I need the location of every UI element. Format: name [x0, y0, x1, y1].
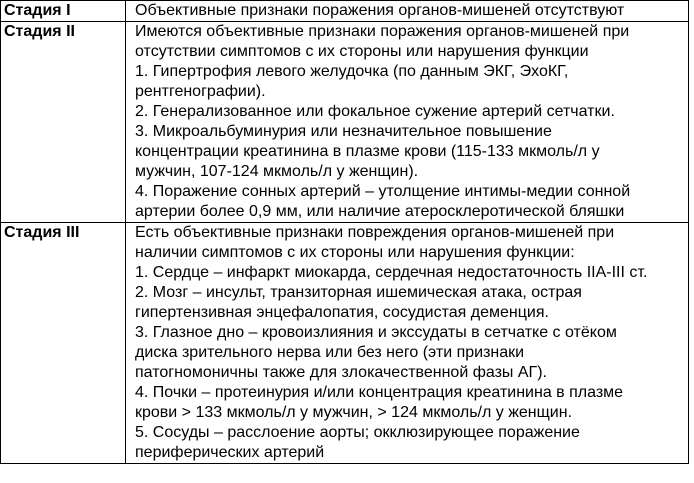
stage-description [126, 223, 689, 464]
description-line: отсутствии симптомов с их стороны или нарушения функции [135, 43, 589, 60]
description-line: концентрации креатинина в плазме крови (115-133 мкмоль/л у [135, 143, 600, 160]
stage-description [126, 22, 689, 223]
description-line: артерии более 0,9 мм, или наличие атеросклеротической бляшки [135, 203, 625, 220]
description-line: 1. Сердце – инфаркт миокарда, сердечная недостаточность IIA-III ст. [135, 264, 648, 281]
description-line: мужчин, 107-124 мкмоль/л у женщин). [135, 163, 419, 180]
table-row [1, 223, 689, 464]
description-line: 3. Микроальбуминурия или незначительное повышение [135, 123, 552, 140]
description-line: патогномоничны также для злокачественной фазы АГ). [135, 364, 547, 381]
table-row [1, 22, 689, 223]
description-line: Объективные признаки поражения органов-мишеней отсутствуют [135, 2, 625, 19]
description-line: наличии симптомов с их стороны или нарушения функции: [135, 244, 575, 261]
description-line: Имеются объективные признаки поражения органов-мишеней при [135, 23, 630, 40]
description-line: 4. Поражение сонных артерий – утолщение интимы-медии сонной [135, 183, 631, 200]
stage-label: Стадия I [1, 1, 126, 22]
stage-label: Стадия III [1, 223, 126, 464]
description-line: 3. Глазное дно – кровоизлияния и экссудаты в сетчатке с отёком [135, 324, 617, 341]
description-line: 1. Гипертрофия левого желудочка (по данным ЭКГ, ЭхоКГ, [135, 63, 569, 80]
description-line: 5. Сосуды – расслоение аорты; окклюзирующее поражение [135, 424, 580, 441]
description-line: гипертензивная энцефалопатия, сосудистая деменция. [135, 304, 549, 321]
stage-label: Стадия II [1, 22, 126, 223]
description-line: рентгенографии). [135, 83, 266, 100]
table-row [1, 1, 689, 22]
description-line: периферических артерий [135, 444, 325, 461]
description-line: 2. Генерализованное или фокальное сужение артерий сетчатки. [135, 103, 615, 120]
description-line: 4. Почки – протеинурия и/или концентрация креатинина в плазме [135, 384, 624, 401]
description-line: диска зрительного нерва или без него (эти признаки [135, 344, 525, 361]
stage-description [126, 1, 689, 22]
description-line: крови > 133 мкмоль/л у мужчин, > 124 мкмоль/л у женщин. [135, 404, 573, 421]
description-line: 2. Мозг – инсульт, транзиторная ишемическая атака, острая [135, 284, 582, 301]
description-line: Есть объективные признаки повреждения органов-мишеней при [135, 224, 615, 241]
